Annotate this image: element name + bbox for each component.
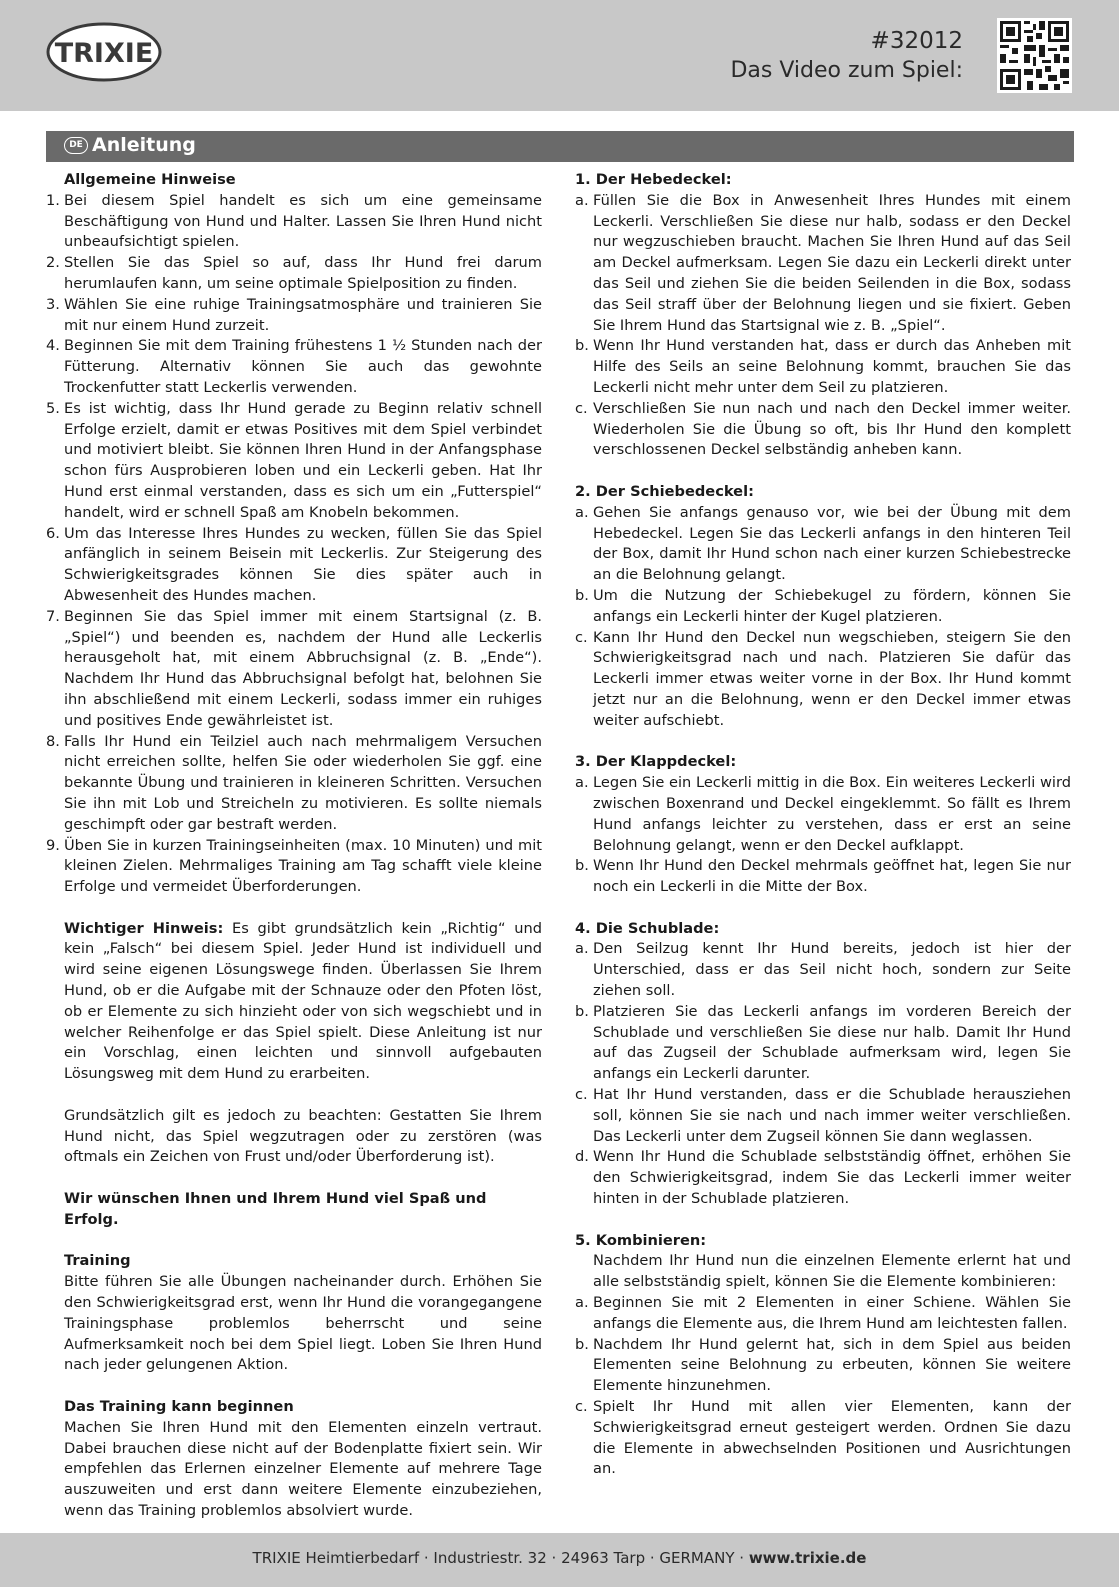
item-text: Üben Sie in kurzen Trainingseinheiten (max. 10 Minuten) und mit kleinen Zielen. Mehrmaliges Training am Tag schafft viele kleine Erfolge und vermeidet Überforderungen. (64, 836, 542, 896)
section-title: Anleitung (92, 134, 196, 156)
right-column (575, 170, 1071, 1480)
qr-code-icon (997, 18, 1072, 93)
language-badge: DE (64, 137, 88, 154)
item-text: Um das Interesse Ihres Hundes zu wecken, füllen Sie das Spiel anfänglich in seinem Beisein mit Leckerlis. Zur Steigerung des Schwierigkeitsgrades können Sie dies später auch in Abwesenheit des Hundes machen. (64, 524, 542, 604)
exercise-step (575, 1085, 1071, 1147)
general-item (46, 732, 542, 836)
item-text: Beginnen Sie mit dem Training frühestens 1 ½ Stunden nach der Fütterung. Alternativ können Sie auch das gewohnte Trockenfutter statt Leckerlis verwenden. (64, 337, 542, 396)
item-text: Kann Ihr Hund den Deckel nun wegschieben, steigern Sie den Schwierigkeitsgrad nach und nach. Platzieren Sie dafür das Leckerli immer etwas weiter vorne in der Box. Ihr Hund kommt jetzt nur an die Belohnung, wenn er den Deckel immer etwas weiter aufschiebt. (593, 628, 1071, 729)
footer-website: www.trixie.de (748, 1549, 867, 1567)
general-item (46, 336, 542, 398)
item-text: Gehen Sie anfangs genauso vor, wie bei der Übung mit dem Hebedeckel. Legen Sie das Leckerli anfangs in den hinteren Teil der Box, damit Ihr Hund schon nach einer kurzen Schiebestrecke an die Belohnung gelangt. (593, 503, 1071, 584)
exercise-heading: 3. Der Klappdeckel: (575, 753, 737, 771)
item-number: b. (575, 586, 589, 604)
exercise-step (575, 1147, 1071, 1209)
item-number: 8. (46, 732, 60, 750)
item-text: Falls Ihr Hund ein Teilziel auch nach mehrmaligem Versuchen nicht erreichen sollte, helfen Sie oder wiederholen Sie ggf. eine bekannte Übung und trainieren in kleineren Schritten. Versuchen Sie ihn mit Lob und Streicheln zu motivieren. Es sollte niemals geschimpft oder gar bestraft werden. (64, 732, 542, 833)
begin-heading: Das Training kann beginnen (64, 1398, 294, 1416)
item-number: 3. (46, 295, 60, 313)
item-number: 2. (46, 254, 60, 272)
item-number: a. (575, 191, 589, 209)
item-text: Wenn Ihr Hund den Deckel mehrmals geöffnet hat, legen Sie nur noch ein Leckerli in die Mitte der Box. (593, 857, 1071, 896)
exercise-step (575, 336, 1071, 398)
exercise-heading: 4. Die Schublade: (575, 919, 720, 937)
section-title-bar (46, 131, 1074, 162)
item-text: Um die Nutzung der Schiebekugel zu fördern, können Sie anfangs ein Leckerli hinter der Kugel platzieren. (593, 586, 1071, 625)
item-number: a. (575, 503, 589, 521)
training-text: Bitte führen Sie alle Übungen nacheinander durch. Erhöhen Sie den Schwierigkeitsgrad erst, wenn Ihr Hund die vorangegangene Trainingsphase problemlos beherrscht und seine Aufmerksamkeit noch bei dem Spiel liegt. Loben Sie Ihren Hund nach jeder gelungenen Aktion. (64, 1273, 542, 1374)
item-number: 1. (46, 191, 60, 209)
item-number: b. (575, 857, 589, 875)
item-text: Legen Sie ein Leckerli mittig in die Box. Ein weiteres Leckerli wird zwischen Boxenrand und Deckel eingeklemmt. So fällt es Ihrem Hund anfangs leichter zu verstehen, dass er erst an seine Belohnung gelangt, wenn er den Deckel aufklappt. (593, 774, 1071, 854)
general-item (46, 399, 542, 524)
item-text: Wenn Ihr Hund die Schublade selbstständig öffnet, erhöhen Sie den Schwierigkeitsgrad, indem Sie das Leckerli immer weiter hinten in der Schublade platzieren. (593, 1148, 1071, 1208)
item-text: Es ist wichtig, dass Ihr Hund gerade zu Beginn relativ schnell Erfolge erzielt, damit er etwas Positives mit dem Spiel verbindet und motiviert bleibt. Sie können Ihren Hund in der Anfangsphase schon fürs Ausprobieren loben und ein Leckerli geben. Hat Ihr Hund erst einmal verstanden, dass es sich um ein „Futterspiel“ handelt, wird er schnell Spaß am Knobeln bekommen. (64, 399, 542, 521)
exercise-step (575, 586, 1071, 628)
exercise-heading: 1. Der Hebedeckel: (575, 171, 732, 188)
item-number: c. (575, 1086, 588, 1104)
item-text: Nachdem Ihr Hund gelernt hat, sich in dem Spiel aus beiden Elementen seine Belohnung zu erbeuten, können Sie weitere Elemente hinzunehmen. (593, 1335, 1071, 1395)
item-number: a. (575, 774, 589, 792)
basic-note: Grundsätzlich gilt es jedoch zu beachten: Gestatten Sie Ihrem Hund nicht, das Spiel wegzutragen oder zu zerstören (was oftmals ein Zeichen von Frust und/oder Überforderung ist). (64, 1106, 542, 1166)
footer-text (0, 1549, 1119, 1567)
item-number: a. (575, 1294, 589, 1312)
item-number: 4. (46, 337, 60, 355)
item-number: c. (575, 628, 588, 646)
exercise-step (575, 399, 1071, 461)
footer-address: TRIXIE Heimtierbedarf · Industriestr. 32 · 24963 Tarp · GERMANY · (252, 1549, 749, 1567)
exercise-step (575, 1002, 1071, 1085)
combine-heading: 5. Kombinieren: (575, 1231, 707, 1249)
important-label: Wichtiger Hinweis: (64, 919, 224, 937)
item-text: Verschließen Sie nun nach und nach den Deckel immer weiter. Wiederholen Sie die Übung so oft, bis Ihr Hund den komplett verschlossenen Deckel selbständig anheben kann. (593, 399, 1071, 459)
trixie-logo (46, 22, 162, 82)
exercise-heading: 2. Der Schiebedeckel: (575, 482, 754, 500)
item-text: Beginnen Sie das Spiel immer mit einem Startsignal (z. B. „Spiel“) und beenden es, nachdem der Hund alle Leckerlis herausgeholt hat, mit einem Abbruchsignal (z. B. „Ende“). Nachdem Ihr Hund das Abbruchsignal befolgt hat, belohnen Sie ihn abschließend mit einem Leckerli, sodass immer ein ruhiges und positives Ende gewährleistet ist. (64, 607, 542, 729)
exercise-step (575, 856, 1071, 898)
item-text: Wählen Sie eine ruhige Trainingsatmosphäre und trainieren Sie mit nur einem Hund zurzeit. (64, 295, 542, 334)
general-item (46, 295, 542, 337)
item-text: Hat Ihr Hund verstanden, dass er die Schublade herausziehen soll, können Sie sie nach und nach immer weiter verschließen. Das Leckerli unter dem Zugseil können Sie dann weglassen. (593, 1086, 1071, 1145)
general-list (46, 191, 542, 898)
item-number: d. (575, 1148, 589, 1166)
item-number: 7. (46, 607, 60, 625)
item-number: 6. (46, 524, 60, 542)
important-text: Es gibt grundsätzlich kein „Richtig“ und kein „Falsch“ bei diesem Spiel. Jeder Hund ist individuell und wird seine eigenen Lösungswege finden. Überlassen Sie Ihrem Hund, ob er die Aufgabe mit der Schnauze oder den Pfoten löst, ob er Elemente zu sich hinzieht oder von sich wegschiebt und in welcher Reihenfolge er das Spiel spielt. Diese Anleitung ist nur ein Vorschlag, einen leichten und sinnvoll aufgebauten Lösungsweg mit dem Hund zu erarbeiten. (64, 919, 542, 1083)
item-text: Beginnen Sie mit 2 Elementen in einer Schiene. Wählen Sie anfangs die Elemente aus, die Ihrem Hund am leichtesten fallen. (593, 1294, 1071, 1332)
item-text: Spielt Ihr Hund mit allen vier Elementen, kann der Schwierigkeitsgrad erneut gesteigert werden. Ordnen Sie dazu die Elemente in abwechselnden Positionen und Ausrichtungen an. (593, 1398, 1071, 1478)
page-footer (0, 1533, 1119, 1587)
combine-list (575, 1293, 1071, 1480)
general-item (46, 524, 542, 607)
exercise-sections (575, 170, 1071, 1231)
combine-step (575, 1293, 1071, 1335)
wish-text: Wir wünschen Ihnen und Ihrem Hund viel Spaß und Erfolg. (64, 1190, 487, 1228)
item-number: b. (575, 1002, 589, 1020)
video-label: Das Video zum Spiel: (730, 58, 963, 83)
combine-intro: Nachdem Ihr Hund nun die einzelnen Elemente erlernt hat und alle selbstständig spielt, können Sie die Elemente kombinieren: (593, 1252, 1071, 1291)
item-number: 5. (46, 399, 60, 417)
item-number: c. (575, 399, 588, 417)
exercise-step (575, 503, 1071, 586)
general-heading: Allgemeine Hinweise (64, 171, 236, 188)
combine-step (575, 1335, 1071, 1397)
general-item (46, 607, 542, 732)
item-text: Bei diesem Spiel handelt es sich um eine gemeinsame Beschäftigung von Hund und Halter. Lassen Sie Ihren Hund nicht unbeaufsichtigt spielen. (64, 191, 542, 251)
exercise-step (575, 773, 1071, 856)
left-column (46, 170, 542, 1522)
general-item (46, 253, 542, 295)
training-heading: Training (64, 1252, 131, 1270)
item-number: a. (575, 940, 589, 958)
exercise-step (575, 628, 1071, 732)
exercise-step (575, 939, 1071, 1001)
item-text: Wenn Ihr Hund verstanden hat, dass er durch das Anheben mit Hilfe des Seils an seine Belohnung kommt, brauchen Sie das Leckerli nicht mehr unter dem Seil zu platzieren. (593, 337, 1071, 396)
item-number: c. (575, 1398, 588, 1416)
svg-text:TRIXIE: TRIXIE (54, 38, 154, 69)
item-text: Platzieren Sie das Leckerli anfangs im vorderen Bereich der Schublade und verschließen Sie diese nur halb. Damit Ihr Hund auf das Zugseil der Schublade aufmerksam wird, legen Sie anfangs ein Leckerli darunter. (593, 1002, 1071, 1083)
begin-text: Machen Sie Ihren Hund mit den Elementen einzeln vertraut. Dabei brauchen diese nicht auf der Bodenplatte fixiert sein. Wir empfehlen das Erlernen einzelner Elemente auf mehrere Tage auszuweiten und erst dann weitere Elemente einzubeziehen, wenn das Training problemlos absolviert wurde. (64, 1418, 542, 1519)
item-number: b. (575, 337, 589, 355)
item-number: b. (575, 1335, 589, 1353)
product-number: #32012 (870, 28, 963, 54)
general-item (46, 836, 542, 898)
page-header (0, 0, 1119, 111)
item-text: Füllen Sie die Box in Anwesenheit Ihres Hundes mit einem Leckerli. Verschließen Sie diese nur halb, sodass er den Deckel nur wegzuschieben braucht. Machen Sie Ihren Hund auf das Seil am Deckel aufmerksam. Legen Sie dazu ein Leckerli direkt unter das Seil und ziehen Sie die beiden Seilenden in die Box, sodass das Seil straff über der Belohnung liegen und sie fixiert. Geben Sie Ihrem Hund das Startsignal wie z. B. „Spiel“. (593, 191, 1071, 334)
important-note (46, 919, 542, 1085)
general-item (46, 191, 542, 253)
exercise-step (575, 191, 1071, 337)
combine-step (575, 1397, 1071, 1480)
item-text: Den Seilzug kennt Ihr Hund bereits, jedoch ist hier der Unterschied, dass er das Seil nicht hoch, sondern zur Seite ziehen soll. (593, 940, 1071, 1000)
item-number: 9. (46, 836, 60, 854)
item-text: Stellen Sie das Spiel so auf, dass Ihr Hund frei darum herumlaufen kann, um seine optimale Spielposition zu finden. (64, 254, 542, 292)
